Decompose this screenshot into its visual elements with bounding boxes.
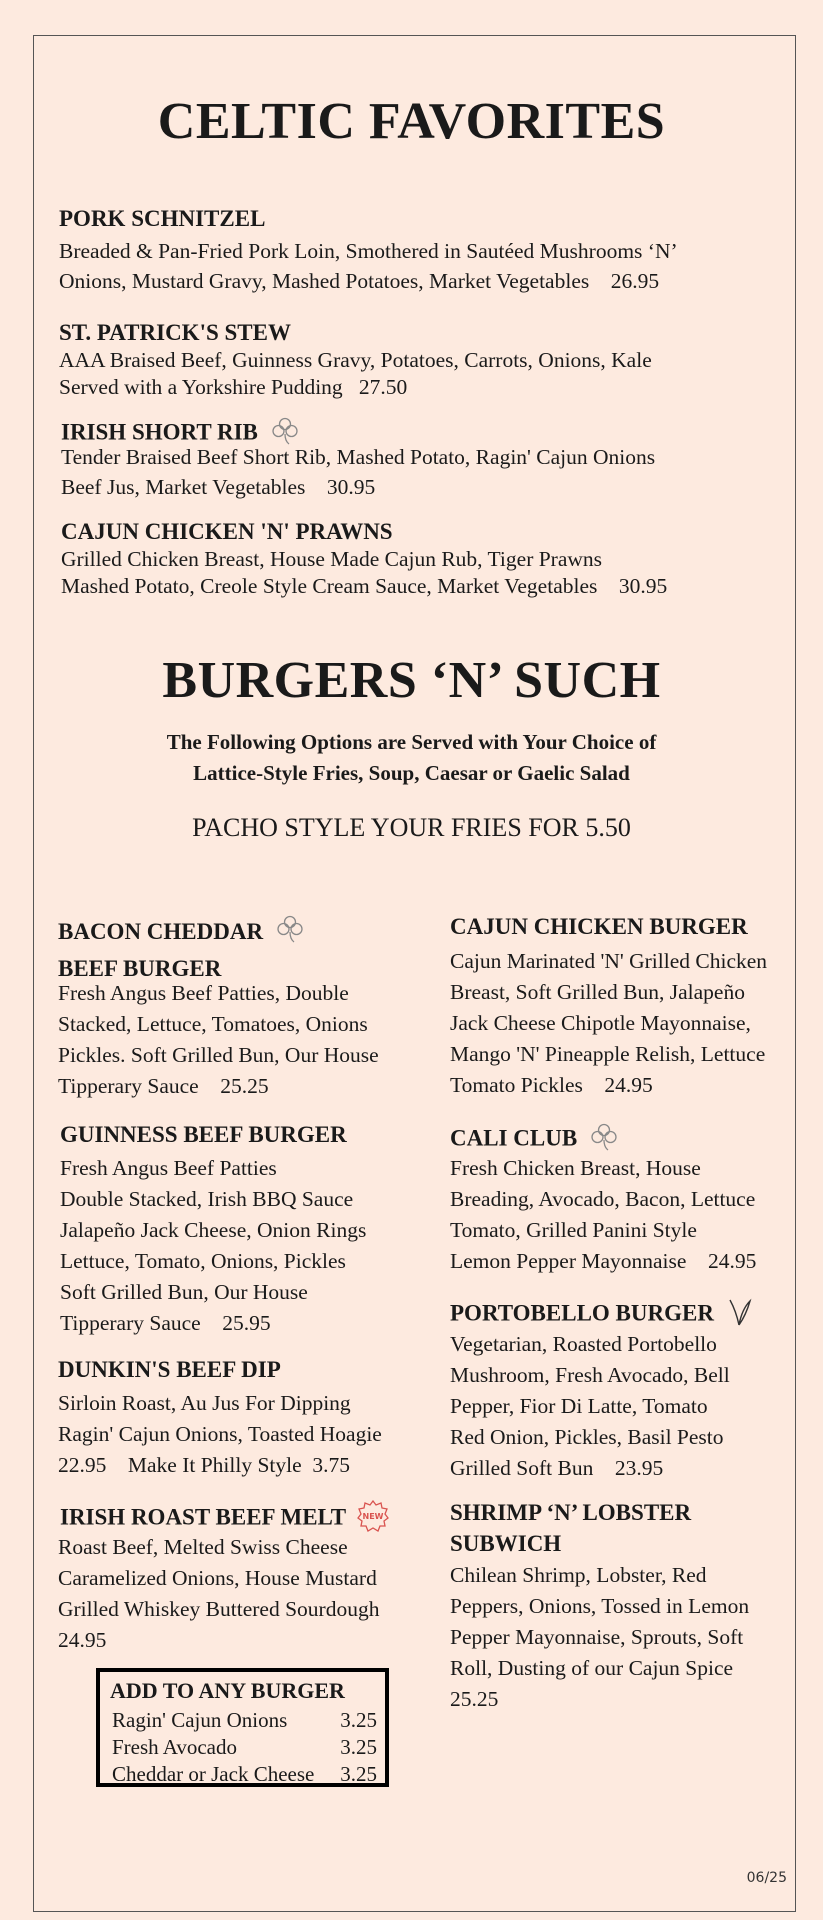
item-description: Vegetarian, Roasted Portobello Mushroom, Fresh Avocado, Bell Pepper, Fior Di Latte, Tomato Red Onion, Pickles, Basil Pesto Grilled Soft Bun 23.95 — [450, 1332, 730, 1480]
item-price: 25.25 — [450, 1687, 499, 1711]
item-description: Cajun Marinated 'N' Grilled Chicken Breast, Soft Grilled Bun, Jalapeño Jack Cheese Chipotle Mayonnaise, Mango 'N' Pineapple Relish, Lettuce Tomato Pickles 24.95 — [450, 949, 768, 1097]
item-title: GUINNESS BEEF BURGER — [60, 1122, 347, 1147]
item-price: 25.95 — [222, 1311, 271, 1335]
item-price: 30.95 — [326, 475, 376, 499]
item-description: Tender Braised Beef Short Rib, Mashed Potato, Ragin' Cajun Onions Beef Jus, Market Vegetables 30.95 — [61, 445, 656, 499]
item-price: 24.95 — [58, 1628, 107, 1652]
item-price: 23.95 — [614, 1456, 664, 1480]
addon-row: Ragin' Cajun Onions 3.25 — [112, 1708, 377, 1732]
addon-row: Cheddar or Jack Cheese 3.25 — [112, 1762, 377, 1786]
item-title: DUNKIN'S BEEF DIP — [58, 1357, 281, 1382]
item-price: 27.50 — [358, 375, 408, 399]
burgers-subtitle: The Following Options are Served with Your Choice of Lattice-Style Fries, Soup, Caesar or Gaelic Salad — [166, 730, 657, 785]
item-description: Fresh Chicken Breast, House Breading, Avocado, Bacon, Lettuce Tomato, Grilled Panini Style Lemon Pepper Mayonnaise 24.95 — [450, 1156, 757, 1273]
item-title: ST. PATRICK'S STEW — [59, 320, 291, 345]
item-title: BACON CHEDDAR BEEF BURGER — [58, 914, 305, 985]
item-price: 24.95 — [604, 1073, 653, 1097]
item-title: PORTOBELLO BURGER — [450, 1297, 754, 1333]
item-description: Breaded & Pan-Fried Pork Loin, Smothered in Sautéed Mushrooms ‘N’ Onions, Mustard Gravy, Mashed Potatoes, Market Vegetables 26.95 — [59, 239, 678, 293]
item-title: IRISH SHORT RIB — [61, 416, 300, 452]
menu-version-code: 06/25 — [746, 1870, 787, 1886]
celtic-heading: CELTIC FAVORITES — [157, 93, 666, 150]
item-title: CAJUN CHICKEN 'N' PRAWNS — [61, 519, 393, 544]
item-price: 26.95 — [610, 269, 660, 293]
addon-title: ADD TO ANY BURGER — [110, 1678, 345, 1703]
new-badge-text: NEW — [362, 1512, 384, 1521]
item-price: 24.95 — [707, 1249, 757, 1273]
pacho-fries-note: PACHO STYLE YOUR FRIES FOR 5.50 — [192, 813, 631, 842]
item-description: Fresh Angus Beef Patties Double Stacked, Irish BBQ Sauce Jalapeño Jack Cheese, Onion Rings Lettuce, Tomato, Onions, Pickles Soft Grilled Bun, Our House Tipperary Sauce 25.95 — [60, 1156, 367, 1335]
item-title: CALI CLUB — [450, 1122, 619, 1158]
item-title: PORK SCHNITZEL — [59, 206, 266, 231]
vegetarian-leaf-icon — [726, 1297, 754, 1333]
addon-row: Fresh Avocado 3.25 — [112, 1735, 377, 1759]
item-price: 30.95 — [618, 574, 668, 598]
item-price: 22.95 — [58, 1453, 107, 1477]
item-description: Roast Beef, Melted Swiss Cheese Caramelized Onions, House Mustard Grilled Whiskey Buttered Sourdough 24.95 — [58, 1532, 379, 1656]
item-title: CAJUN CHICKEN BURGER — [450, 914, 748, 939]
item-description: Chilean Shrimp, Lobster, Red Peppers, Onions, Tossed in Lemon Pepper Mayonnaise, Sprouts, Soft Roll, Dusting of our Cajun Spice 25.25 — [450, 1560, 749, 1715]
item-title: IRISH ROAST BEEF MELT NEW — [60, 1500, 389, 1538]
shamrock-icon — [275, 914, 305, 953]
item-description: Grilled Chicken Breast, House Made Cajun Rub, Tiger Prawns Mashed Potato, Creole Style Cream Sauce, Market Vegetables 30.95 — [61, 547, 668, 598]
burgers-heading: BURGERS ‘N’ SUCH — [162, 652, 661, 709]
item-title: SHRIMP ‘N’ LOBSTER SUBWICH — [450, 1500, 692, 1556]
item-description: AAA Braised Beef, Guinness Gravy, Potatoes, Carrots, Onions, Kale Served with a Yorkshire Pudding 27.50 — [59, 348, 652, 399]
item-price: 25.25 — [220, 1074, 269, 1098]
add-to-burger-box — [96, 1668, 389, 1787]
item-price: 3.75 — [312, 1453, 351, 1477]
item-description: Sirloin Roast, Au Jus For Dipping Ragin' Cajun Onions, Toasted Hoagie 22.95 Make It Philly Style 3.75 — [58, 1391, 382, 1477]
item-description: Fresh Angus Beef Patties, Double Stacked, Lettuce, Tomatoes, Onions Pickles. Soft Grilled Bun, Our House Tipperary Sauce 25.25 — [58, 981, 379, 1098]
